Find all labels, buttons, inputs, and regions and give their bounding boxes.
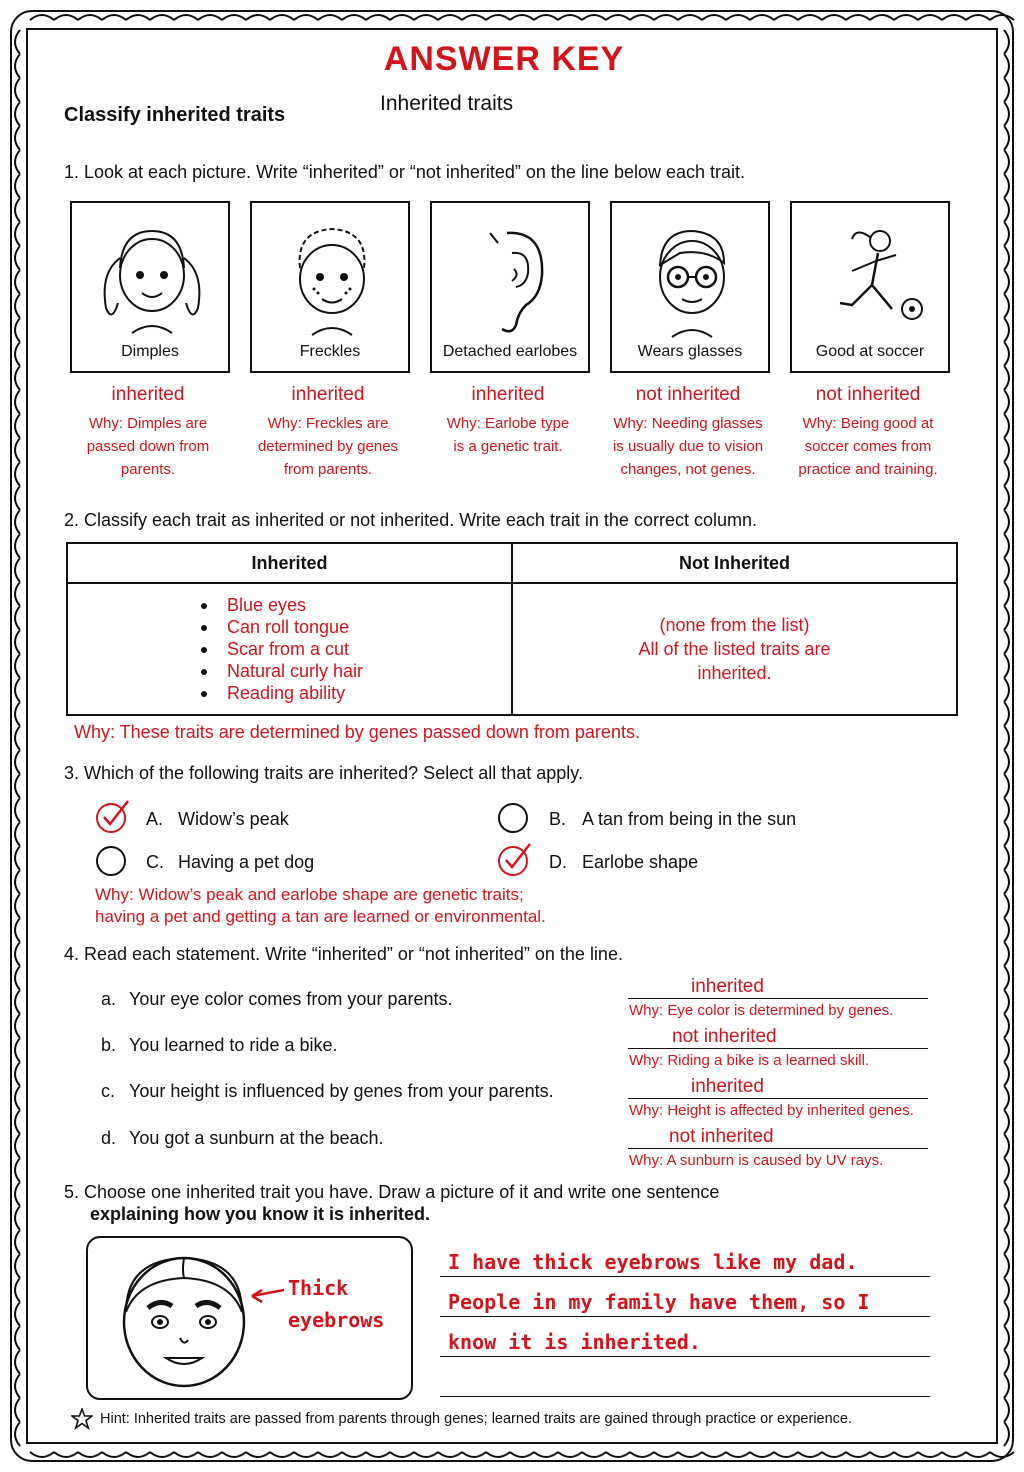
option-c-checkbox[interactable] bbox=[96, 846, 126, 876]
option-c-text: Having a pet dog bbox=[178, 852, 315, 872]
girl-dimples-icon bbox=[92, 213, 212, 343]
worksheet-heading: Classify inherited traits bbox=[64, 104, 286, 126]
why-freckles: Why: Freckles are determined by genes from parents. bbox=[257, 415, 399, 478]
why-glasses: Why: Needing glasses is usually due to vision changes, not genes. bbox=[612, 415, 764, 478]
option-d-letter: D. bbox=[549, 852, 567, 872]
trait-card-soccer bbox=[790, 201, 950, 373]
why-earlobes: Why: Earlobe type is a genetic trait. bbox=[446, 415, 570, 455]
list-item: Natural curly hair bbox=[201, 660, 510, 682]
not-inherited-cell bbox=[512, 583, 957, 715]
column-header-not-inherited: Not Inherited bbox=[512, 543, 957, 583]
trait-card-glasses bbox=[610, 201, 770, 373]
list-item: Can roll tongue bbox=[201, 616, 510, 638]
statement-a-letter: a. bbox=[101, 989, 117, 1009]
writing-line bbox=[440, 1356, 930, 1357]
statement-c-text: Your height is influenced by genes from your parents. bbox=[129, 1081, 554, 1101]
answer-soccer: not inherited bbox=[815, 384, 921, 405]
card-caption: Freckles bbox=[299, 343, 361, 360]
arrow-left-icon bbox=[250, 1286, 290, 1306]
question-5-prompt-2: explaining how you know it is inherited. bbox=[90, 1204, 431, 1224]
option-a-letter: A. bbox=[146, 809, 164, 829]
statement-b-letter: b. bbox=[101, 1035, 117, 1055]
list-item: Scar from a cut bbox=[201, 638, 510, 660]
option-a-checkbox[interactable] bbox=[96, 803, 126, 833]
not-inherited-line: inherited. bbox=[697, 663, 772, 683]
question-5-prompt: 5. Choose one inherited trait you have. Draw a picture of it and write one sentence bbox=[64, 1182, 720, 1202]
answer-glasses: not inherited bbox=[635, 384, 741, 405]
question-2-why: Why: These traits are determined by genes passed down from parents. bbox=[74, 722, 640, 742]
drawing-label-1: Thick bbox=[288, 1276, 349, 1300]
trait-card-dimples bbox=[70, 201, 230, 373]
question-3-why-1: Why: Widow’s peak and earlobe shape are genetic traits; bbox=[95, 885, 524, 904]
why-line-a: Why: Eye color is determined by genes. bbox=[629, 1002, 894, 1019]
card-caption: Wears glasses bbox=[637, 343, 743, 360]
answer-underline bbox=[628, 1048, 928, 1049]
trait-card-earlobes bbox=[430, 201, 590, 373]
writing-line bbox=[440, 1396, 930, 1397]
hint-text: Hint: Inherited traits are passed from parents through genes; learned traits are gained through practice or experience. bbox=[100, 1411, 853, 1427]
why-soccer: Why: Being good at soccer comes from practice and training. bbox=[798, 415, 938, 478]
why-dimples: Why: Dimples are passed down from parents. bbox=[86, 415, 210, 478]
statement-a-text: Your eye color comes from your parents. bbox=[129, 989, 453, 1009]
star-icon bbox=[71, 1408, 93, 1430]
option-c-letter: C. bbox=[146, 852, 164, 872]
answer-dimples: inherited bbox=[111, 384, 185, 405]
trait-card-freckles bbox=[250, 201, 410, 373]
answer-line-b: not inherited bbox=[672, 1026, 777, 1047]
question-2-prompt: 2. Classify each trait as inherited or not inherited. Write each trait in the correct column. bbox=[64, 510, 757, 530]
boy-freckles-icon bbox=[272, 213, 392, 343]
inherited-cell bbox=[67, 583, 512, 715]
why-line-c: Why: Height is affected by inherited genes. bbox=[629, 1102, 914, 1119]
question-4-prompt: 4. Read each statement. Write “inherited” or “not inherited” on the line. bbox=[64, 944, 623, 964]
soccer-player-icon bbox=[812, 213, 932, 343]
classification-table bbox=[66, 542, 958, 716]
answer-freckles: inherited bbox=[291, 384, 365, 405]
column-header-inherited: Inherited bbox=[67, 543, 512, 583]
writing-line bbox=[440, 1276, 930, 1277]
boy-glasses-icon bbox=[632, 213, 752, 343]
option-b-letter: B. bbox=[549, 809, 567, 829]
checkmark-icon bbox=[98, 799, 132, 833]
not-inherited-line: (none from the list) bbox=[659, 615, 810, 635]
answer-key-title: ANSWER KEY bbox=[383, 40, 625, 78]
statement-b-text: You learned to ride a bike. bbox=[129, 1035, 338, 1055]
statement-c-letter: c. bbox=[101, 1081, 116, 1101]
answer-earlobes: inherited bbox=[471, 384, 545, 405]
why-line-b: Why: Riding a bike is a learned skill. bbox=[629, 1052, 870, 1069]
question-1-prompt: 1. Look at each picture. Write “inherited” or “not inherited” on the line below each trait. bbox=[64, 162, 746, 182]
answer-line-c: inherited bbox=[691, 1076, 764, 1097]
face-drawing-icon bbox=[112, 1246, 272, 1396]
sentence-line-2: People in my family have them, so I bbox=[448, 1290, 870, 1314]
option-b-text: A tan from being in the sun bbox=[582, 809, 797, 829]
why-line-d: Why: A sunburn is caused by UV rays. bbox=[629, 1152, 884, 1169]
worksheet-subtitle: Inherited traits bbox=[380, 92, 514, 115]
sentence-line-1: I have thick eyebrows like my dad. bbox=[448, 1250, 858, 1274]
answer-underline bbox=[628, 1098, 928, 1099]
card-caption: Dimples bbox=[121, 343, 179, 360]
question-3-why-2: having a pet and getting a tan are learned or environmental. bbox=[95, 907, 546, 926]
ear-icon bbox=[452, 213, 572, 343]
not-inherited-line: All of the listed traits are bbox=[638, 639, 831, 659]
list-item: Reading ability bbox=[201, 682, 510, 704]
answer-underline bbox=[628, 1148, 928, 1149]
statement-d-letter: d. bbox=[101, 1128, 117, 1148]
card-caption: Good at soccer bbox=[815, 343, 925, 360]
option-a-text: Widow’s peak bbox=[178, 809, 289, 829]
answer-underline bbox=[628, 998, 928, 999]
card-caption: Detached earlobes bbox=[442, 343, 578, 360]
writing-line bbox=[440, 1316, 930, 1317]
checkmark-icon bbox=[500, 842, 534, 876]
answer-line-d: not inherited bbox=[669, 1126, 774, 1147]
option-b-checkbox[interactable] bbox=[498, 803, 528, 833]
option-d-text: Earlobe shape bbox=[582, 852, 699, 872]
question-3-prompt: 3. Which of the following traits are inherited? Select all that apply. bbox=[64, 763, 583, 783]
drawing-box[interactable] bbox=[86, 1236, 413, 1400]
drawing-label-2: eyebrows bbox=[288, 1308, 385, 1332]
list-item: Blue eyes bbox=[201, 594, 510, 616]
statement-d-text: You got a sunburn at the beach. bbox=[129, 1128, 384, 1148]
sentence-line-3: know it is inherited. bbox=[448, 1330, 701, 1354]
inherited-list bbox=[201, 594, 510, 704]
option-d-checkbox[interactable] bbox=[498, 846, 528, 876]
answer-line-a: inherited bbox=[691, 976, 764, 997]
